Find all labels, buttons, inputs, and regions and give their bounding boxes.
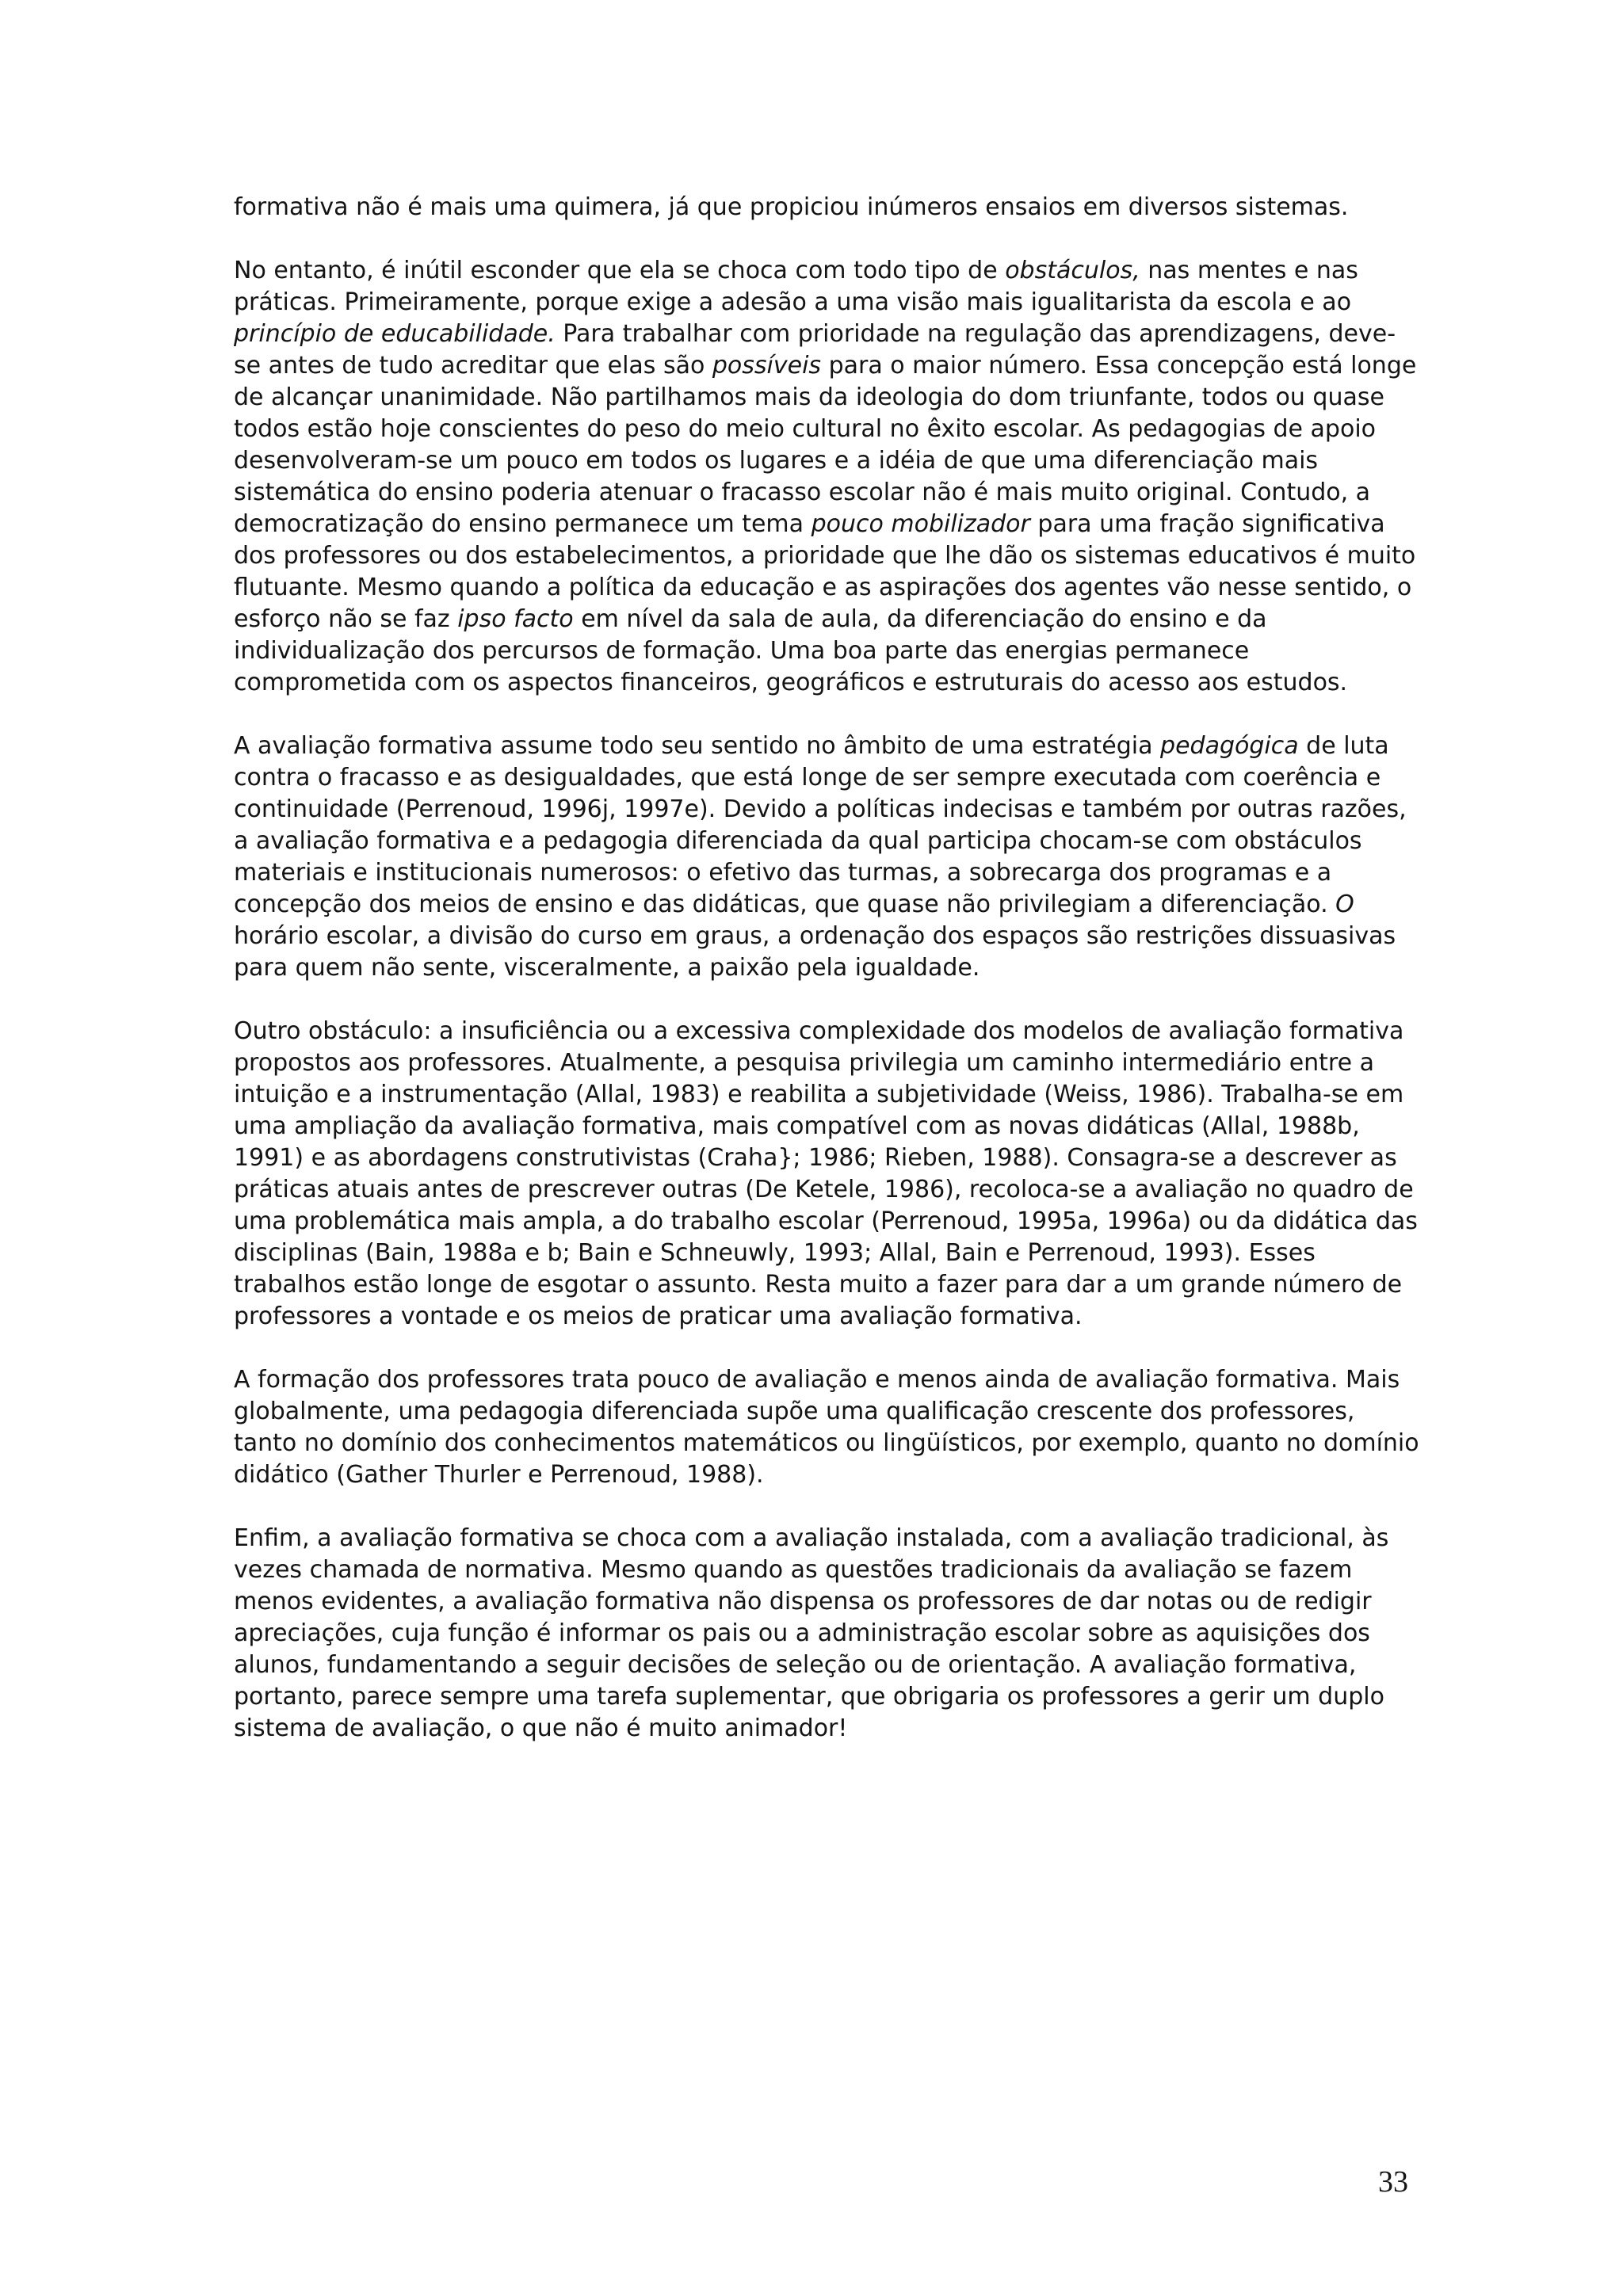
italic-text: possíveis xyxy=(712,352,822,379)
text-run: de luta contra o fracasso e as desigualdades, que está longe de ser sempre executada com coerência e continuidade (Perrenoud, 1996j, 1997e). Devido a políticas indecisas e também por outras razões, a avaliação formativa e a pedagogia diferenciada da qual participa chocam-se com obstáculos materiais e institucionais numerosos: o efetivo das turmas, a sobrecarga dos programas e a concepção dos meios de ensino e das didáticas, que quase não privilegiam a diferenciação. xyxy=(234,732,1407,918)
text-run: em nível da sala de aula, da diferenciação do ensino e da individualização dos percursos de formação. Uma boa parte das energias permanece comprometida com os aspectos financeiros, geográficos e estruturais do acesso aos estudos. xyxy=(234,605,1348,696)
paragraph xyxy=(234,192,1423,223)
text-run: A avaliação formativa assume todo seu sentido no âmbito de uma estratégia xyxy=(234,732,1161,760)
paragraph xyxy=(234,730,1423,984)
italic-text: princípio de educabilidade. xyxy=(234,320,556,348)
paragraph xyxy=(234,1523,1423,1745)
paragraph xyxy=(234,1364,1423,1491)
text-run: A formação dos professores trata pouco de avaliação e menos ainda de avaliação formativa. Mais globalmente, uma pedagogia diferenciada supõe uma qualificação crescente dos professores, tanto no domínio dos conhecimentos matemáticos ou lingüísticos, por exemplo, quanto no domínio didático (Gather Thurler e Perrenoud, 1988). xyxy=(234,1366,1419,1489)
text-run: No entanto, é inútil esconder que ela se choca com todo tipo de xyxy=(234,257,1006,284)
body-text xyxy=(234,192,1423,1776)
italic-text: ipso facto xyxy=(457,605,574,633)
italic-text: O xyxy=(1335,891,1354,918)
text-run: horário escolar, a divisão do curso em graus, a ordenação dos espaços são restrições dissuasivas para quem não sente, visceralmente, a paixão pela igualdade. xyxy=(234,922,1396,982)
paragraph xyxy=(234,1016,1423,1333)
paragraph xyxy=(234,255,1423,699)
italic-text: pedagógica xyxy=(1160,732,1299,760)
italic-text: obstáculos, xyxy=(1005,257,1140,284)
text-run: para o maior número. Essa concepção está longe de alcançar unanimidade. Não partilhamos mais da ideologia do dom triunfante, todos ou quase todos estão hoje conscientes do peso do meio cultural no êxito escolar. As pedagogias de apoio desenvolveram-se um pouco em todos os lugares e a idéia de que uma diferenciação mais sistemática do ensino poderia atenuar o fracasso escolar não é mais muito original. Contudo, a democratização do ensino permanece um tema xyxy=(234,352,1417,538)
text-run: Enfim, a avaliação formativa se choca com a avaliação instalada, com a avaliação tradicional, às vezes chamada de normativa. Mesmo quando as questões tradicionais da avaliação se fazem menos evidentes, a avaliação formativa não dispensa os professores de dar notas ou de redigir apreciações, cuja função é informar os pais ou a administração escolar sobre as aquisições dos alunos, fundamentando a seguir decisões de seleção ou de orientação. A avaliação formativa, portanto, parece sempre uma tarefa suplementar, que obrigaria os professores a gerir um duplo sistema de avaliação, o que não é muito animador! xyxy=(234,1524,1389,1742)
text-run: Outro obstáculo: a insuficiência ou a excessiva complexidade dos modelos de avaliação formativa propostos aos professores. Atualmente, a pesquisa privilegia um caminho intermediário entre a intuição e a instrumentação (Allal, 1983) e reabilita a subjetividade (Weiss, 1986). Trabalha-se em uma ampliação da avaliação formativa, mais compatível com as novas didáticas (Allal, 1988b, 1991) e as abordagens construtivistas (Craha}; 1986; Rieben, 1988). Consagra-se a descrever as práticas atuais antes de prescrever outras (De Ketele, 1986), recoloca-se a avaliação no quadro de uma problemática mais ampla, a do trabalho escolar (Perrenoud, 1995a, 1996a) ou da didática das disciplinas (Bain, 1988a e b; Bain e Schneuwly, 1993; Allal, Bain e Perrenoud, 1993). Esses trabalhos estão longe de esgotar o assunto. Resta muito a fazer para dar a um grande número de professores a vontade e os meios de praticar uma avaliação formativa. xyxy=(234,1017,1418,1330)
text-run: formativa não é mais uma quimera, já que propiciou inúmeros ensaios em diversos sistemas. xyxy=(234,193,1349,221)
text-run: Para trabalhar com prioridade na regulação das aprendizagens, deve-se antes de tudo acreditar que elas são xyxy=(234,320,1396,379)
page-number: 33 xyxy=(1378,2165,1408,2199)
text-run: nas mentes e nas práticas. Primeiramente, porque exige a adesão a uma visão mais igualitarista da escola e ao xyxy=(234,257,1358,316)
italic-text: pouco mobilizador xyxy=(811,510,1030,538)
text-run: para uma fração significativa dos professores ou dos estabelecimentos, a prioridade que lhe dão os sistemas educativos é muito flutuante. Mesmo quando a política da educação e as aspirações dos agentes vão nesse sentido, o esforço não se faz xyxy=(234,510,1416,633)
